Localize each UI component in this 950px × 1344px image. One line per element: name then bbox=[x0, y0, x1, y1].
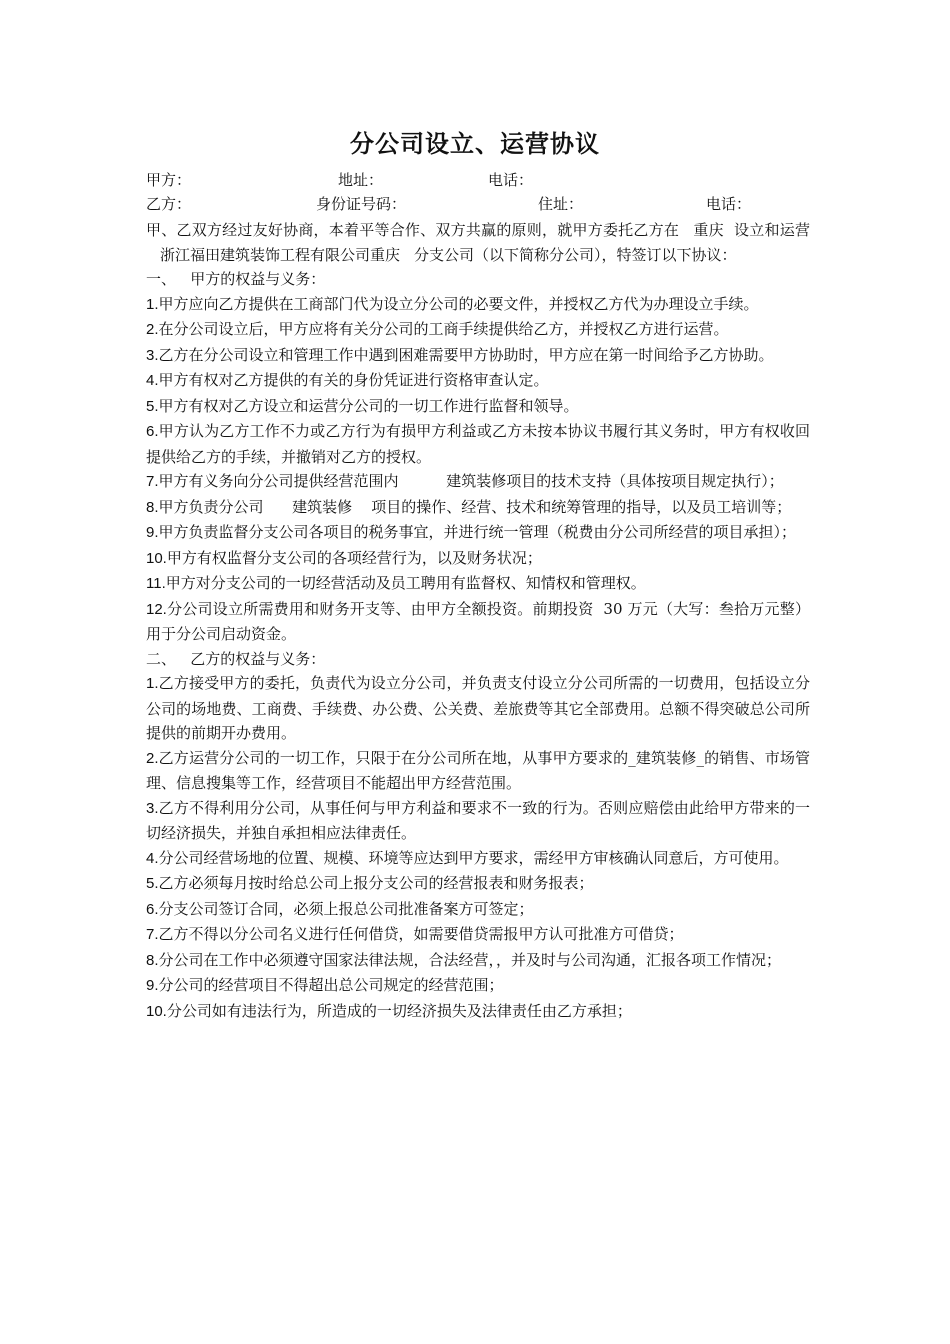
section2-item-text: 分公司在工作中必须遵守国家法律法规，合法经营，，并及时与公司沟通，汇报各项工作情况； bbox=[158, 950, 782, 969]
section2-item-number: 2. bbox=[146, 749, 159, 767]
section2-item-text: 分公司经营场地的位置、规模、环境等应达到甲方要求，需经甲方审核确认同意后，方可使用。 bbox=[158, 848, 789, 867]
document-title: 分公司设立、运营协议 bbox=[350, 129, 600, 158]
section2-heading: 二、 乙方的权益与义务： bbox=[146, 649, 326, 668]
section2-item-number: 6. bbox=[146, 900, 159, 918]
section2-list bbox=[146, 671, 810, 1024]
party-b-phone-label: 电话： bbox=[706, 195, 752, 213]
section2-item-text: 分支公司签订合同，必须上报总公司批准备案方可签定； bbox=[158, 899, 534, 918]
intro-city: 重庆 bbox=[693, 221, 724, 239]
section1-item bbox=[146, 495, 810, 521]
intro-paragraph bbox=[146, 218, 810, 267]
section1-item-number: 12. bbox=[146, 600, 167, 618]
section2-item-number: 9. bbox=[146, 977, 159, 994]
section2-item-number: 5. bbox=[146, 875, 159, 892]
section1-item bbox=[146, 419, 810, 469]
section2-item-text: 乙方不得以分公司名义进行任何借贷，如需要借贷需报甲方认可批准方可借贷； bbox=[158, 925, 684, 943]
section2-item bbox=[146, 999, 810, 1025]
intro-part2: 设立和运营 bbox=[733, 221, 810, 239]
section1-item-text: 甲方有权对乙方设立和运营分公司的一切工作进行监督和领导。 bbox=[158, 396, 579, 415]
section1-item-text: 在分公司设立后，甲方应将有关分公司的工商手续提供给乙方，并授权乙方进行运营。 bbox=[158, 320, 729, 338]
section1-item bbox=[146, 546, 810, 572]
section1-item-text: 甲方应向乙方提供在工商部门代为设立分公司的必要文件，并授权乙方代为办理设立手续。 bbox=[158, 294, 759, 313]
section1-item bbox=[146, 292, 810, 318]
section2-item bbox=[146, 671, 810, 746]
section2-item bbox=[146, 746, 810, 796]
section1-item-number: 5. bbox=[146, 397, 159, 415]
section1-item-text: 乙方在分公司设立和管理工作中遇到困难需要甲方协助时，甲方应在第一时间给予乙方协助。 bbox=[158, 345, 774, 364]
section1-item-text: 甲方有权监督分支公司的各项经营行为，以及财务状况； bbox=[166, 548, 542, 567]
section1-item-text: 甲方有义务向分公司提供经营范围内 建筑装修项目的技术支持（具体按项目规定执行）； bbox=[158, 472, 784, 490]
party-a-label: 甲方： bbox=[146, 171, 192, 189]
section2-item-number: 1. bbox=[146, 675, 159, 692]
section2-item bbox=[146, 871, 810, 897]
section1-item-number: 10. bbox=[146, 549, 167, 567]
section1-item bbox=[146, 469, 810, 495]
intro-part1: 甲、乙双方经过友好协商，本着平等合作、双方共赢的原则，就甲方委托乙方在 bbox=[146, 221, 680, 239]
section1-item bbox=[146, 520, 810, 546]
section2-item bbox=[146, 897, 810, 923]
section1-item-number: 1. bbox=[146, 295, 159, 313]
section1-item-text: 甲方认为乙方工作不力或乙方行为有损甲方利益或乙方未按本协议书履行其义务时，甲方有权收回提供给乙方的手续，并撤销对乙方的授权。 bbox=[146, 422, 810, 466]
intro-company: 浙江福田建筑装饰工程有限公司重庆 bbox=[160, 245, 401, 264]
section2-item bbox=[146, 922, 810, 948]
section1-item-text: 甲方对分支公司的一切经营活动及员工聘用有监督权、知情权和管理权。 bbox=[165, 574, 646, 592]
section1-item-number: 9. bbox=[146, 524, 159, 541]
section1-item bbox=[146, 343, 810, 369]
party-b-id-label: 身份证号码： bbox=[316, 195, 407, 213]
section1-item-number: 6. bbox=[146, 423, 159, 440]
section2-item bbox=[146, 973, 810, 999]
section2-item-text: 分公司如有违法行为，所造成的一切经济损失及法律责任由乙方承担； bbox=[166, 1001, 632, 1020]
section1-item bbox=[146, 317, 810, 343]
party-a-address-label: 地址： bbox=[338, 171, 384, 189]
section2-item-number: 4. bbox=[146, 849, 159, 867]
section1-item-number: 4. bbox=[146, 372, 159, 389]
section1-item-text: 分公司设立所需费用和财务开支等、由甲方全额投资。前期投资 30 万元（大写：叁拾万元整）用于分公司启动资金。 bbox=[146, 599, 810, 643]
section1-item-number: 2. bbox=[146, 321, 159, 338]
party-b-label: 乙方： bbox=[146, 195, 192, 213]
section2-item-text: 乙方运营分公司的一切工作，只限于在分公司所在地，从事甲方要求的_建筑装修_的销售、市场管理、信息搜集等工作，经营项目不能超出甲方经营范围。 bbox=[146, 748, 810, 792]
section2-item-text: 乙方接受甲方的委托，负责代为设立分公司，并负责支付设立分公司所需的一切费用，包括设立分公司的场地费、工商费、手续费、办公费、公关费、差旅费等其它全部费用。总额不得突破总公司所提供的前期开办费用。 bbox=[146, 674, 810, 742]
section1-list bbox=[146, 292, 810, 647]
section1-item-number: 8. bbox=[146, 498, 159, 516]
section1-item bbox=[146, 597, 810, 647]
section2-item bbox=[146, 948, 810, 974]
section1-item-number: 3. bbox=[146, 346, 159, 364]
section1-item-number: 7. bbox=[146, 473, 159, 490]
section2-item-text: 分公司的经营项目不得超出总公司规定的经营范围； bbox=[158, 976, 504, 994]
section2-item-text: 乙方不得利用分公司，从事任何与甲方利益和要求不一致的行为。否则应赔偿由此给甲方带来的一切经济损失，并独自承担相应法律责任。 bbox=[146, 798, 810, 842]
section1-item-text: 甲方负责监督分支公司各项目的税务事宜，并进行统一管理（税费由分公司所经营的项目承担）； bbox=[158, 523, 797, 541]
section2-item-text: 乙方必须每月按时给总公司上报分支公司的经营报表和财务报表； bbox=[158, 874, 594, 892]
section2-item bbox=[146, 796, 810, 846]
section2-item-number: 3. bbox=[146, 799, 159, 817]
party-b-address-label: 住址： bbox=[538, 195, 584, 213]
section1-item-text: 甲方有权对乙方提供的有关的身份凭证进行资格审查认定。 bbox=[158, 371, 549, 389]
section2-item-number: 8. bbox=[146, 951, 159, 969]
party-a-phone-label: 电话： bbox=[488, 171, 534, 189]
section2-item-number: 10. bbox=[146, 1002, 167, 1020]
section2-item-number: 7. bbox=[146, 926, 159, 943]
intro-part3: 分支公司（以下简称分公司），特签订以下协议： bbox=[414, 245, 737, 264]
section1-heading: 一、 甲方的权益与义务： bbox=[146, 270, 326, 288]
section1-item bbox=[146, 571, 810, 597]
section1-item-number: 11. bbox=[146, 575, 166, 592]
agreement-body bbox=[146, 218, 810, 1024]
section1-item bbox=[146, 394, 810, 420]
section2-item bbox=[146, 846, 810, 872]
section1-item-text: 甲方负责分公司 建筑装修 项目的操作、经营、技术和统筹管理的指导，以及员工培训等； bbox=[158, 497, 792, 516]
section1-item bbox=[146, 368, 810, 394]
